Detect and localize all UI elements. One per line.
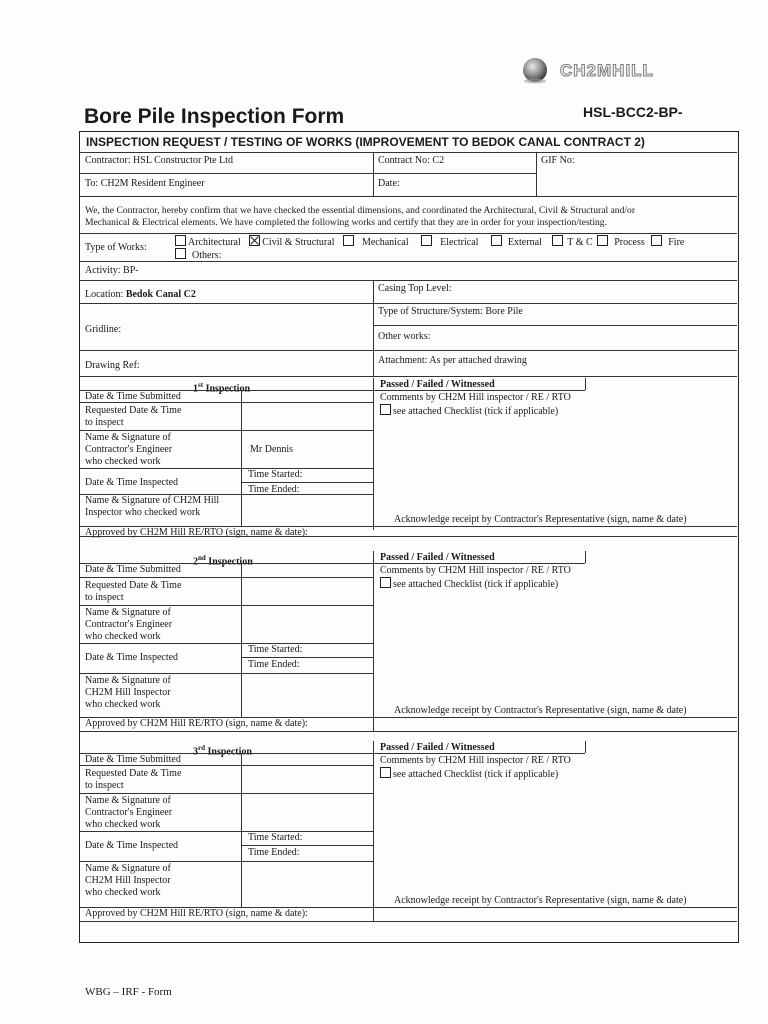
- time-ended-label: Time Ended:: [248, 659, 300, 670]
- inspector-label-1: Name & Signature of: [85, 863, 171, 874]
- inspection-suffix: st: [198, 381, 204, 389]
- time-started-label: Time Started:: [248, 469, 303, 480]
- inspector-label-1: Name & Signature of: [85, 675, 171, 686]
- date-time-submitted-label: Date & Time Submitted: [85, 564, 181, 575]
- checkbox-architectural[interactable]: [175, 235, 186, 246]
- to-inspect-label: to inspect: [85, 417, 124, 428]
- type-of-structure-field: Type of Structure/System: Bore Pile: [378, 306, 523, 317]
- page-title: Bore Pile Inspection Form: [84, 105, 345, 128]
- checkbox-electrical[interactable]: [421, 235, 432, 246]
- inspection-number: 2: [193, 556, 198, 568]
- location-field: [85, 289, 196, 301]
- checklist-label: see attached Checklist (tick if applicable): [393, 769, 559, 780]
- checkbox-external[interactable]: [491, 235, 502, 246]
- comments-label: Comments by CH2M Hill inspector / RE / RTO: [380, 755, 571, 766]
- type-of-works-label: Type of Works:: [85, 242, 147, 253]
- requested-date-time-label: Requested Date & Time: [85, 768, 182, 779]
- statement-line-1: We, the Contractor, hereby confirm that we have checked the essential dimensions, and coordinated the Architectural, Civil & Structural and/or: [85, 205, 636, 216]
- option-label: Process: [614, 237, 645, 248]
- inspector-label-1: Name & Signature of CH2M Hill: [85, 495, 220, 506]
- option-label: Electrical: [440, 237, 479, 248]
- contractor-engineer-label-2: Contractor's Engineer: [85, 619, 173, 630]
- passed-failed-witnessed: Passed / Failed / Witnessed: [380, 552, 495, 563]
- checkbox-mechanical[interactable]: [343, 235, 354, 246]
- inspection-title: Inspection: [205, 556, 253, 568]
- contractor-engineer-name: Mr Dennis: [250, 444, 294, 455]
- checklist-option: [380, 404, 558, 418]
- option-label: Architectural: [188, 237, 241, 248]
- checkbox-others[interactable]: [175, 248, 186, 259]
- contractor-engineer-label-3: who checked work: [85, 819, 161, 830]
- time-ended-label: Time Ended:: [248, 847, 300, 858]
- acknowledge-receipt-label: Acknowledge receipt by Contractor's Representative (sign, name & date): [394, 514, 687, 525]
- attachment-field: Attachment: As per attached drawing: [378, 355, 527, 366]
- gridline-field: Gridline:: [85, 324, 122, 335]
- type-of-works-row: [175, 235, 684, 249]
- checkbox-civil-structural[interactable]: [249, 235, 260, 246]
- inspection-suffix: nd: [198, 554, 206, 562]
- brand-name: CH2MHILL: [560, 61, 654, 80]
- others-option: [175, 248, 221, 262]
- drawing-ref-field: Drawing Ref:: [85, 360, 140, 371]
- date-time-submitted-label: Date & Time Submitted: [85, 754, 181, 765]
- approved-by-label: Approved by CH2M Hill RE/RTO (sign, name & date):: [85, 718, 308, 729]
- checkbox-checklist[interactable]: [380, 767, 391, 778]
- checkbox-fire[interactable]: [651, 235, 662, 246]
- to-field: To: CH2M Resident Engineer: [85, 178, 205, 189]
- option-label: External: [507, 237, 542, 248]
- contractor-engineer-label-1: Name & Signature of: [85, 795, 171, 806]
- location-label: Location:: [85, 289, 124, 300]
- comments-label: Comments by CH2M Hill inspector / RE / RTO: [380, 392, 571, 403]
- contractor-engineer-label-3: who checked work: [85, 456, 161, 467]
- contractor-engineer-label-1: Name & Signature of: [85, 607, 171, 618]
- location-value: Bedok Canal C2: [125, 289, 196, 300]
- contractor-field: Contractor: HSL Constructor Pte Ltd: [85, 155, 233, 166]
- statement-line-2: Mechanical & Electrical elements. We have completed the following works and certify that they are in order for your inspection/testing.: [85, 217, 607, 228]
- company-logo: [520, 55, 680, 87]
- comments-label: Comments by CH2M Hill inspector / RE / RTO: [380, 565, 571, 576]
- footer-code: WBG – IRF - Form: [85, 986, 172, 998]
- date-time-inspected-label: Date & Time Inspected: [85, 477, 179, 488]
- option-label: Civil & Structural: [262, 237, 335, 248]
- date-time-submitted-label: Date & Time Submitted: [85, 391, 181, 402]
- option-label: Mechanical: [361, 237, 409, 248]
- inspection-number: 1: [193, 383, 198, 395]
- globe-icon: [520, 55, 550, 85]
- requested-date-time-label: Requested Date & Time: [85, 405, 182, 416]
- checklist-label: see attached Checklist (tick if applicable): [393, 579, 559, 590]
- contractor-engineer-label-1: Name & Signature of: [85, 432, 171, 443]
- inspection-title: Inspection: [205, 746, 252, 758]
- inspection-heading: [193, 742, 252, 758]
- inspector-label-3: who checked work: [85, 699, 161, 710]
- checkbox-checklist[interactable]: [380, 404, 391, 415]
- inspector-label-2: CH2M Hill Inspector: [85, 875, 171, 886]
- inspector-label-2: CH2M Hill Inspector: [85, 687, 171, 698]
- casing-top-level-field: Casing Top Level:: [378, 283, 452, 294]
- passed-failed-witnessed: Passed / Failed / Witnessed: [380, 742, 495, 753]
- to-inspect-label: to inspect: [85, 592, 124, 603]
- time-started-label: Time Started:: [248, 644, 303, 655]
- to-inspect-label: to inspect: [85, 780, 124, 791]
- checkbox-checklist[interactable]: [380, 577, 391, 588]
- date-field: Date:: [378, 178, 400, 189]
- approved-by-label: Approved by CH2M Hill RE/RTO (sign, name & date):: [85, 527, 308, 538]
- approved-by-label: Approved by CH2M Hill RE/RTO (sign, name & date):: [85, 908, 308, 919]
- acknowledge-receipt-label: Acknowledge receipt by Contractor's Representative (sign, name & date): [394, 705, 687, 716]
- time-ended-label: Time Ended:: [248, 484, 300, 495]
- date-time-inspected-label: Date & Time Inspected: [85, 652, 179, 663]
- checklist-label: see attached Checklist (tick if applicable): [393, 406, 559, 417]
- form-code: HSL-BCC2-BP-: [583, 104, 683, 120]
- acknowledge-receipt-label: Acknowledge receipt by Contractor's Representative (sign, name & date): [394, 895, 687, 906]
- checklist-option: [380, 577, 558, 591]
- contractor-engineer-label-3: who checked work: [85, 631, 161, 642]
- time-started-label: Time Started:: [248, 832, 303, 843]
- contractor-engineer-label-2: Contractor's Engineer: [85, 807, 173, 818]
- section-title: INSPECTION REQUEST / TESTING OF WORKS (IMPROVEMENT TO BEDOK CANAL CONTRACT 2): [86, 135, 645, 149]
- activity-field: Activity: BP-: [85, 265, 139, 276]
- requested-date-time-label: Requested Date & Time: [85, 580, 182, 591]
- inspection-suffix: rd: [198, 744, 205, 752]
- inspector-label-3: who checked work: [85, 887, 161, 898]
- option-label: T & C: [567, 237, 593, 248]
- option-label: Others:: [192, 250, 222, 261]
- option-label: Fire: [668, 237, 685, 248]
- inspection-title: Inspection: [203, 383, 251, 395]
- checkbox-t-and-c[interactable]: [552, 235, 563, 246]
- other-works-field: Other works:: [378, 331, 431, 342]
- passed-failed-witnessed: Passed / Failed / Witnessed: [380, 379, 495, 390]
- gif-no-field: GIF No:: [541, 155, 575, 166]
- inspector-label-2: Inspector who checked work: [85, 507, 201, 518]
- contractor-engineer-label-2: Contractor's Engineer: [85, 444, 173, 455]
- checklist-option: [380, 767, 558, 781]
- checkbox-process[interactable]: [597, 235, 608, 246]
- date-time-inspected-label: Date & Time Inspected: [85, 840, 179, 851]
- inspection-number: 3: [193, 746, 198, 758]
- inspection-heading: [193, 552, 253, 568]
- contract-no-field: Contract No: C2: [378, 155, 445, 166]
